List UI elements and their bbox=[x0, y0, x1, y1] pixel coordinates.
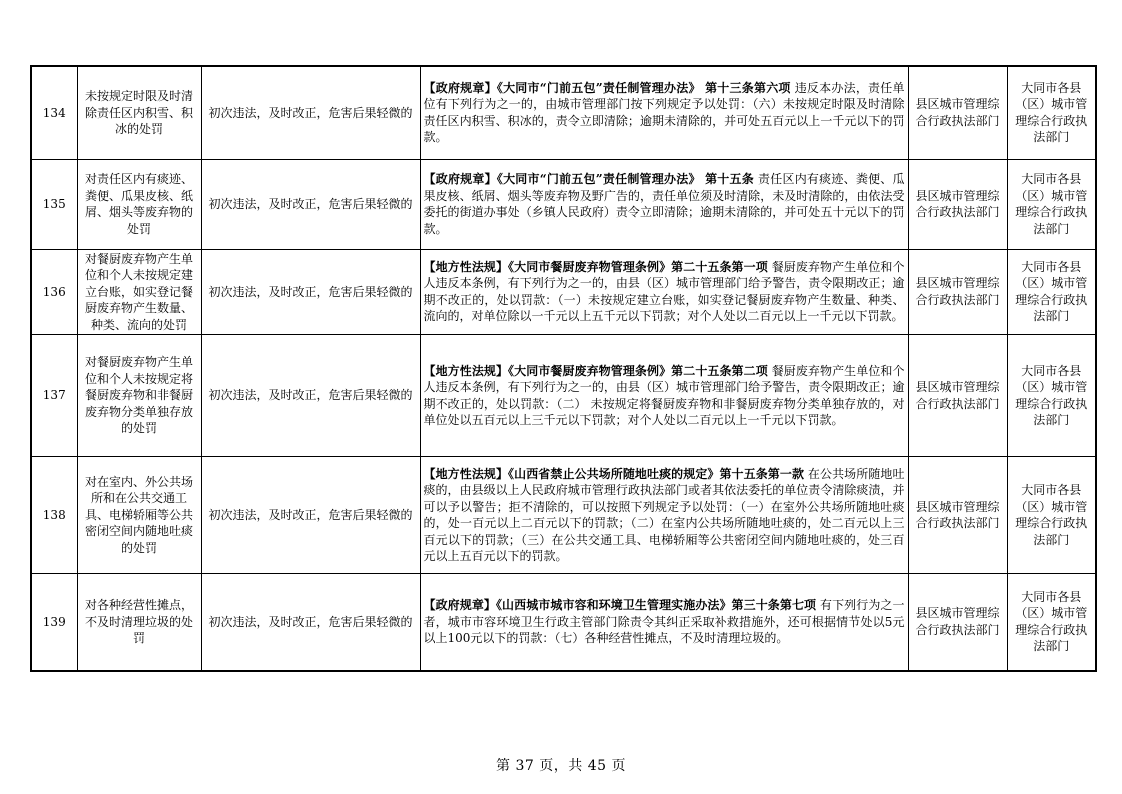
legal-basis bbox=[420, 159, 908, 249]
table-row bbox=[31, 159, 1096, 249]
legal-basis-text: 违反本办法，责任单位有下列行为之一的，由城市管理部门按下列规定予以处罚：（六）未按规定时限及时清除责任区内积雪、积冰的，责令立即清除；逾期未清除的，并可处五百元以上一千元以下的罚款。 bbox=[423, 80, 905, 145]
responsible-org: 大同市各县（区）城市管理综合行政执法部门 bbox=[1007, 159, 1096, 249]
table-row bbox=[31, 66, 1096, 159]
enforcement-dept: 县区城市管理综合行政执法部门 bbox=[908, 66, 1007, 159]
penalty-item: 对责任区内有痰迹、粪便、瓜果皮核、纸屑、烟头等废弃物的处罚 bbox=[77, 159, 201, 249]
enforcement-dept: 县区城市管理综合行政执法部门 bbox=[908, 335, 1007, 457]
row-number: 139 bbox=[31, 574, 77, 671]
responsible-org: 大同市各县（区）城市管理综合行政执法部门 bbox=[1007, 249, 1096, 335]
legal-basis-text: 责任区内有痰迹、粪便、瓜果皮核、纸屑、烟头等废弃物及野广告的，责任单位须及时清除，未及时清除的，由依法受委托的街道办事处（乡镇人民政府）责令立即清除；逾期未清除的，并可处五十元以下的罚款。 bbox=[423, 172, 905, 236]
legal-basis-title: 【政府规章】《大同市“门前五包”责任制管理办法》 第十三条第六项 bbox=[423, 80, 791, 95]
legal-basis bbox=[420, 335, 908, 457]
row-number: 137 bbox=[31, 335, 77, 457]
penalty-item: 未按规定时限及时清除责任区内积雪、积冰的处罚 bbox=[77, 66, 201, 159]
enforcement-dept: 县区城市管理综合行政执法部门 bbox=[908, 457, 1007, 574]
penalty-item: 对餐厨废弃物产生单位和个人未按规定将餐厨废弃物和非餐厨废弃物分类单独存放的处罚 bbox=[77, 335, 201, 457]
responsible-org: 大同市各县（区）城市管理综合行政执法部门 bbox=[1007, 574, 1096, 671]
exemption-condition: 初次违法，及时改正，危害后果轻微的 bbox=[201, 335, 420, 457]
legal-basis-text: 餐厨废弃物产生单位和个人违反本条例，有下列行为之一的，由县（区）城市管理部门给予警告，责令限期改正；逾期不改正的，处以罚款：（二） 未按规定将餐厨废弃物和非餐厨废弃物分类单独存放的，对单位处以五百元以上三千元以下罚款；对个人处以二百元以上一千元以下罚款。 bbox=[423, 363, 905, 427]
penalty-table bbox=[30, 65, 1097, 672]
legal-basis-text: 在公共场所随地吐痰的，由县级以上人民政府城市管理行政执法部门或者其依法委托的单位责令清除痰渍，并可以予以警告；拒不清除的，可以按照下列规定予以处罚：（一）在室外公共场所随地吐痰的，处一百元以上二百元以下的罚款；（二）在室内公共场所随地吐痰的，处二百元以上三百元以下的罚款；（三）在公共交通工具、电梯轿厢等公共密闭空间内随地吐痰的，处三百元以上五百元以下的罚款。 bbox=[423, 466, 905, 563]
legal-basis-title: 【地方性法规】《山西省禁止公共场所随地吐痰的规定》第十五条第一款 bbox=[423, 466, 805, 481]
legal-basis-title: 【政府规章】《山西城市城市容和环境卫生管理实施办法》第三十条第七项 bbox=[423, 598, 817, 612]
legal-basis-title: 【地方性法规】《大同市餐厨废弃物管理条例》第二十五条第一项 bbox=[423, 259, 768, 274]
exemption-condition: 初次违法，及时改正，危害后果轻微的 bbox=[201, 574, 420, 671]
row-number: 134 bbox=[31, 66, 77, 159]
row-number: 136 bbox=[31, 249, 77, 335]
legal-basis-text: 餐厨废弃物产生单位和个人违反本条例，有下列行为之一的，由县（区）城市管理部门给予警告，责令限期改正；逾期不改正的，处以罚款：（一）未按规定建立台账，如实登记餐厨废弃物产生数量、种类、流向的，对单位除以一千元以上五千元以下罚款；对个人处以二百元以上一千元以下罚款。 bbox=[423, 259, 905, 324]
legal-basis bbox=[420, 249, 908, 335]
legal-basis-title: 【政府规章】《大同市“门前五包”责任制管理办法》 第十五条 bbox=[423, 172, 754, 186]
responsible-org: 大同市各县（区）城市管理综合行政执法部门 bbox=[1007, 335, 1096, 457]
table-row bbox=[31, 249, 1096, 335]
responsible-org: 大同市各县（区）城市管理综合行政执法部门 bbox=[1007, 457, 1096, 574]
exemption-condition: 初次违法，及时改正，危害后果轻微的 bbox=[201, 457, 420, 574]
row-number: 135 bbox=[31, 159, 77, 249]
table-row bbox=[31, 574, 1096, 671]
row-number: 138 bbox=[31, 457, 77, 574]
enforcement-dept: 县区城市管理综合行政执法部门 bbox=[908, 159, 1007, 249]
legal-basis bbox=[420, 66, 908, 159]
exemption-condition: 初次违法，及时改正，危害后果轻微的 bbox=[201, 159, 420, 249]
enforcement-dept: 县区城市管理综合行政执法部门 bbox=[908, 249, 1007, 335]
exemption-condition: 初次违法，及时改正，危害后果轻微的 bbox=[201, 66, 420, 159]
responsible-org: 大同市各县（区）城市管理综合行政执法部门 bbox=[1007, 66, 1096, 159]
table-row bbox=[31, 335, 1096, 457]
page-number: 第 37 页，共 45 页 bbox=[496, 758, 626, 774]
penalty-item: 对餐厨废弃物产生单位和个人未按规定建立台账，如实登记餐厨废弃物产生数量、种类、流向的处罚 bbox=[77, 249, 201, 335]
legal-basis-title: 【地方性法规】《大同市餐厨废弃物管理条例》第二十五条第二项 bbox=[423, 363, 768, 378]
legal-basis-text: 有下列行为之一者，城市市容环境卫生行政主管部门除责令其纠正采取补救措施外，还可根据情节处以5元以上100元以下的罚款：（七）各种经营性摊点，不及时清理垃圾的。 bbox=[423, 598, 905, 645]
penalty-item: 对各种经营性摊点，不及时清理垃圾的处罚 bbox=[77, 574, 201, 671]
penalty-item: 对在室内、外公共场所和在公共交通工具、电梯轿厢等公共密闭空间内随地吐痰的处罚 bbox=[77, 457, 201, 574]
table-row bbox=[31, 457, 1096, 574]
legal-basis bbox=[420, 574, 908, 671]
exemption-condition: 初次违法，及时改正，危害后果轻微的 bbox=[201, 249, 420, 335]
legal-basis bbox=[420, 457, 908, 574]
enforcement-dept: 县区城市管理综合行政执法部门 bbox=[908, 574, 1007, 671]
